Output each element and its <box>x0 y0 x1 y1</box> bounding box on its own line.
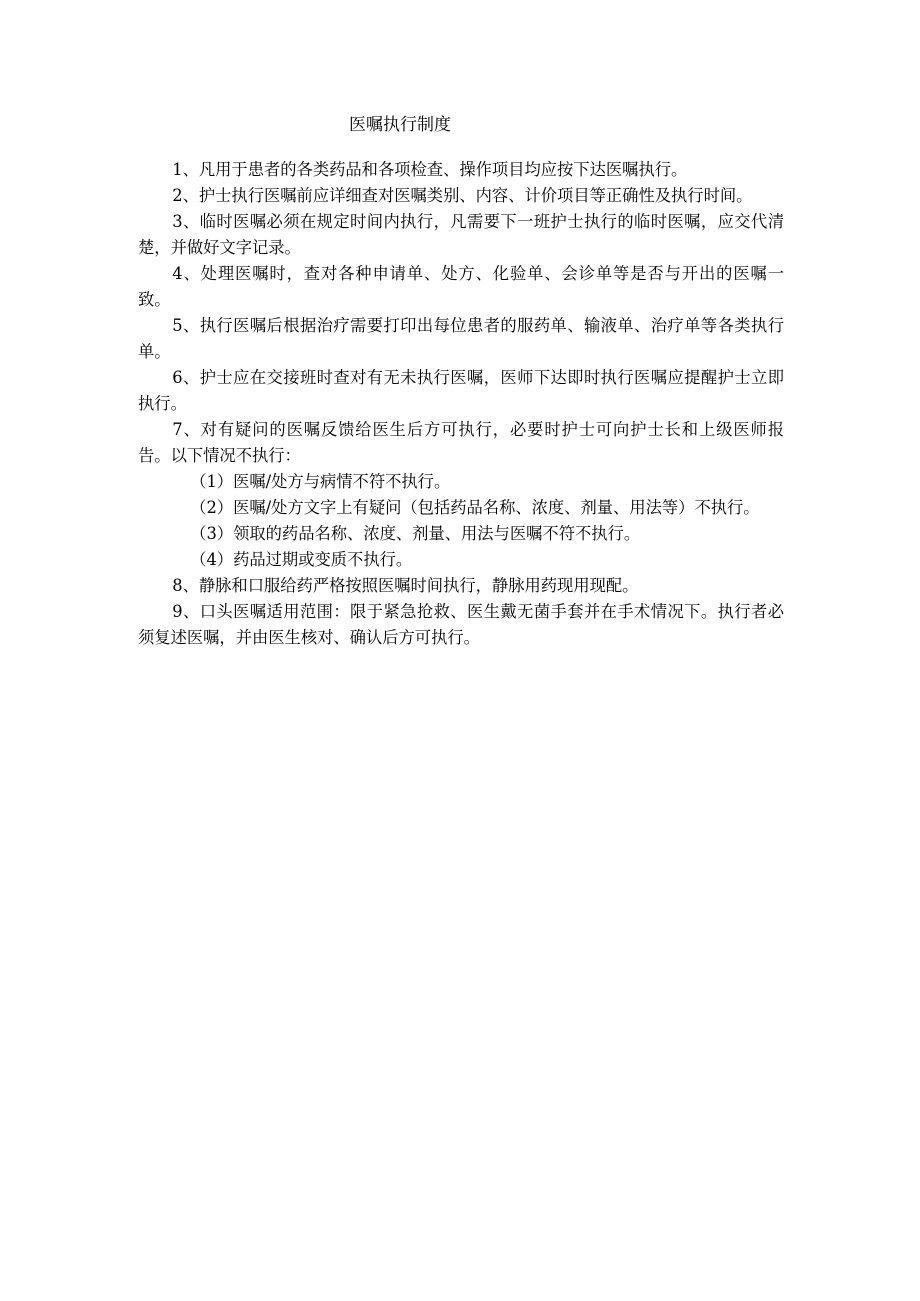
paragraph-1: 1、凡用于患者的各类药品和各项检查、操作项目均应按下达医嘱执行。 <box>172 160 688 179</box>
paragraph-9: 9、口头医嘱适用范围：限于紧急抢救、医生戴无菌手套并在手术情况下。执行者必须复述医嘱，并由医生核对、确认后方可执行。 <box>138 602 784 647</box>
sub-item-2: （2）医嘱/处方文字上有疑问（包括药品名称、浓度、剂量、用法等）不执行。 <box>190 498 760 517</box>
paragraph-4: 4、处理医嘱时，查对各种申请单、处方、化验单、会诊单等是否与开出的医嘱一致。 <box>138 264 784 309</box>
sub-item-3: （3）领取的药品名称、浓度、剂量、用法与医嘱不符不执行。 <box>190 524 641 543</box>
paragraph-3: 3、临时医嘱必须在规定时间内执行，凡需要下一班护士执行的临时医嘱，应交代清楚，并做好文字记录。 <box>138 212 784 257</box>
paragraph-8: 8、静脉和口服给药严格按照医嘱时间执行，静脉用药现用现配。 <box>172 576 639 595</box>
paragraph-5: 5、执行医嘱后根据治疗需要打印出每位患者的服药单、输液单、治疗单等各类执行单。 <box>138 316 784 361</box>
paragraph-7: 7、对有疑问的医嘱反馈给医生后方可执行，必要时护士可向护士长和上级医师报告。以下情况不执行： <box>138 420 784 465</box>
document-title: 医嘱执行制度 <box>349 115 451 135</box>
paragraph-6: 6、护士应在交接班时查对有无未执行医嘱，医师下达即时执行医嘱应提醒护士立即执行。 <box>138 368 784 413</box>
sub-item-1: （1）医嘱/处方与病情不符不执行。 <box>190 472 451 491</box>
document-body <box>138 157 784 651</box>
paragraph-2: 2、护士执行医嘱前应详细查对医嘱类别、内容、计价项目等正确性及执行时间。 <box>172 186 753 205</box>
sub-item-4: （4）药品过期或变质不执行。 <box>190 550 413 569</box>
